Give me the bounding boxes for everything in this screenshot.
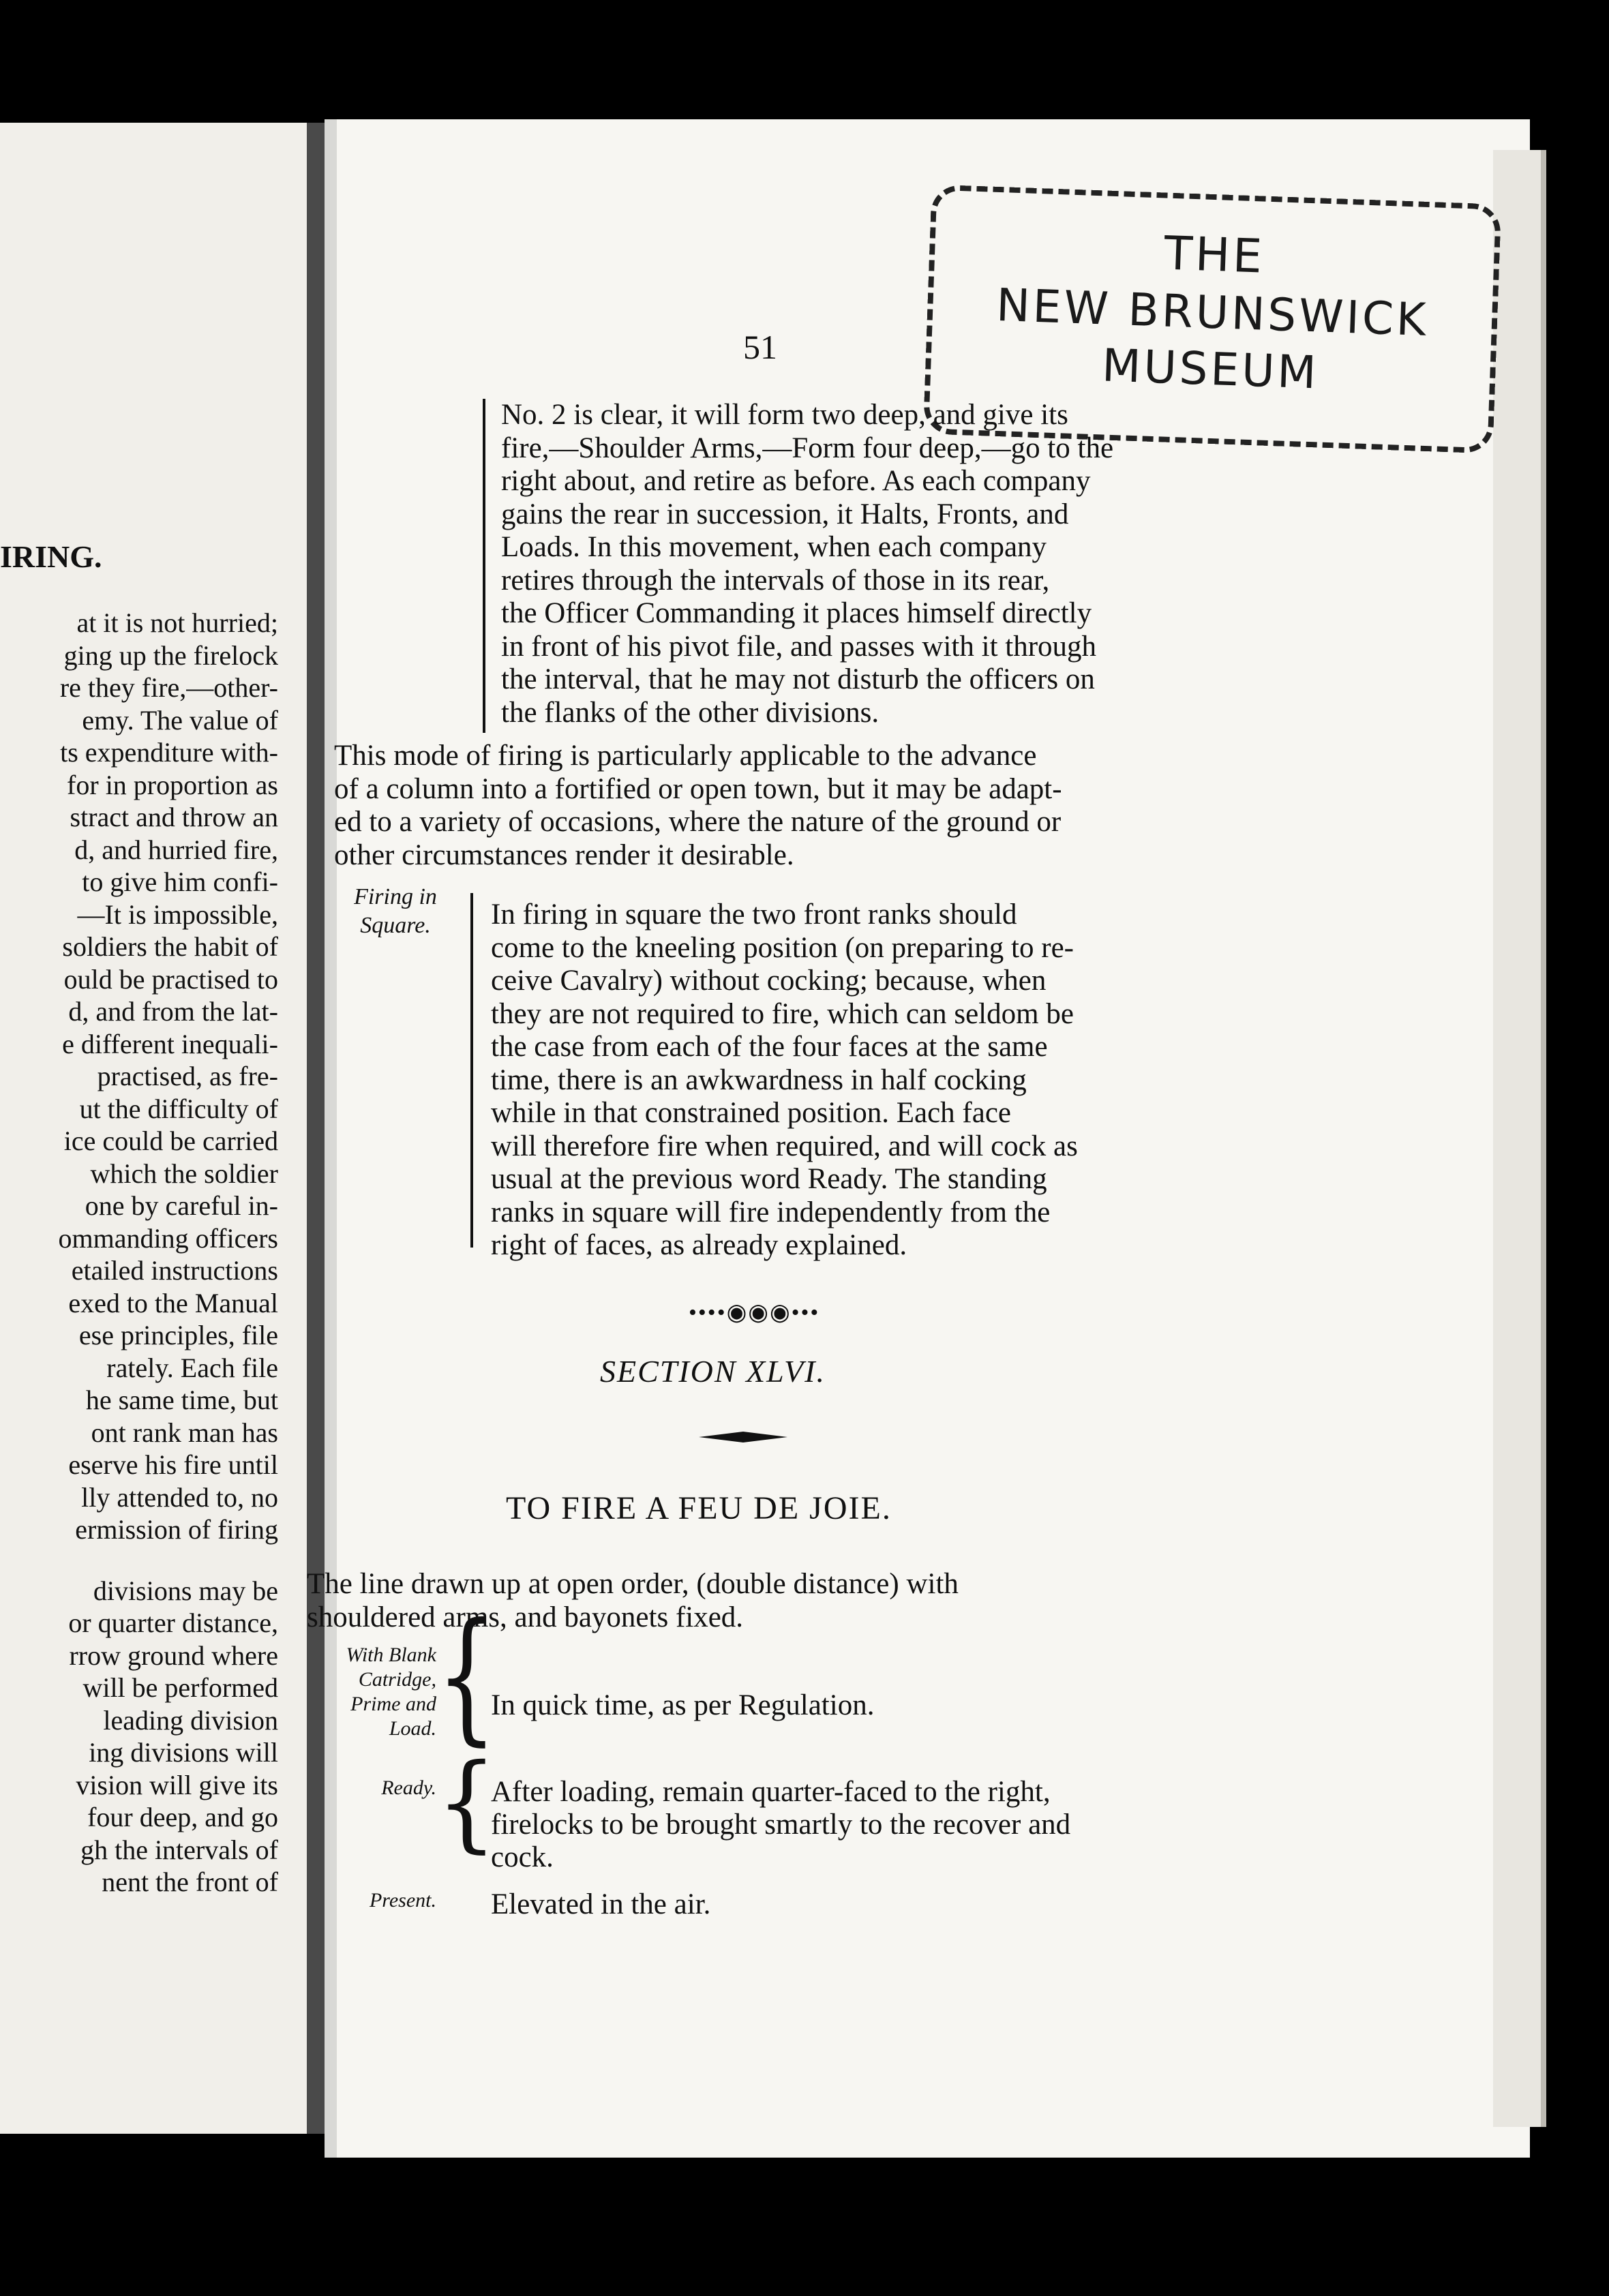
margin-rule-1 bbox=[483, 399, 485, 733]
text-line: Loads. In this movement, when each company bbox=[501, 531, 1047, 563]
text-line: the Officer Commanding it places himself directly bbox=[501, 597, 1092, 629]
left-text-line: practised, as fre- bbox=[97, 1061, 278, 1091]
command-label-line: Prime and bbox=[350, 1693, 436, 1715]
text-line: come to the kneeling position (on preparing to re- bbox=[491, 931, 1074, 964]
command-label bbox=[286, 1888, 436, 1913]
left-text-line: which the soldier bbox=[90, 1158, 278, 1189]
text-line: ceive Cavalry) without cocking; because, when bbox=[491, 965, 1047, 997]
command-text-line: cock. bbox=[491, 1841, 554, 1873]
text-line: the interval, that he may not disturb the officers on bbox=[501, 663, 1095, 695]
ornament-divider: ••••◉◉◉••• bbox=[689, 1300, 820, 1325]
margin-note-firing-in-square bbox=[341, 883, 450, 940]
left-text-line: soldiers the habit of bbox=[62, 931, 278, 962]
left-page-heading: IRING. bbox=[0, 539, 102, 574]
text-line: right about, and retire as before. As each company bbox=[501, 465, 1091, 497]
left-text-line: re they fire,—other- bbox=[59, 672, 278, 703]
left-text-line: e different inequali- bbox=[62, 1028, 278, 1059]
left-text-line: eserve his fire until bbox=[68, 1449, 278, 1480]
text-line: the flanks of the other divisions. bbox=[501, 696, 879, 729]
stamp-line-1: THE bbox=[1163, 226, 1266, 284]
brace-icon: { bbox=[436, 1593, 498, 1760]
left-text-line: d, and hurried fire, bbox=[74, 834, 278, 865]
command-label-line: With Blank bbox=[346, 1644, 436, 1666]
left-text-line: vision will give its bbox=[76, 1769, 278, 1800]
margin-rule-2 bbox=[470, 893, 473, 1248]
text-line: No. 2 is clear, it will form two deep, and give its bbox=[501, 399, 1068, 431]
left-text-line: etailed instructions bbox=[71, 1255, 278, 1286]
left-text-line: ging up the firelock bbox=[63, 639, 278, 671]
left-text-line: emy. The value of bbox=[82, 704, 278, 736]
command-text bbox=[491, 1888, 1173, 1921]
left-text-line: stract and throw an bbox=[70, 802, 278, 832]
stamp-line-2: NEW BRUNSWICK bbox=[995, 278, 1430, 347]
text-line: retires through the intervals of those in its rear, bbox=[501, 564, 1050, 596]
text-line: while in that constrained position. Each face bbox=[491, 1097, 1011, 1129]
command-text-line: Elevated in the air. bbox=[491, 1888, 711, 1920]
ornament-rule bbox=[699, 1432, 787, 1442]
left-text-line: ommanding officers bbox=[58, 1222, 278, 1254]
command-label-line: Present. bbox=[369, 1889, 436, 1912]
left-text-line: for in proportion as bbox=[67, 769, 278, 800]
text-line: fire,—Shoulder Arms,—Form four deep,—go to the bbox=[501, 432, 1114, 464]
left-text-line: ont rank man has bbox=[91, 1417, 278, 1448]
paragraph-retire bbox=[501, 399, 1183, 729]
text-line: The line drawn up at open order, (double distance) with bbox=[307, 1568, 959, 1600]
brace-icon: { bbox=[436, 1741, 498, 1864]
left-text-line: or quarter distance, bbox=[68, 1607, 278, 1638]
section-heading: TO FIRE A FEU DE JOIE. bbox=[506, 1490, 892, 1526]
command-text-line: After loading, remain quarter-faced to the right, bbox=[491, 1776, 1051, 1808]
command-text-line: firelocks to be brought smartly to the recover and bbox=[491, 1809, 1071, 1841]
command-label bbox=[286, 1776, 436, 1800]
left-text-line: one by careful in- bbox=[85, 1190, 278, 1221]
left-text-line: gh the intervals of bbox=[80, 1834, 278, 1865]
left-text-line: divisions may be bbox=[93, 1575, 278, 1606]
left-text-line: four deep, and go bbox=[87, 1802, 278, 1832]
left-text-line: nent the front of bbox=[102, 1867, 278, 1897]
left-text-line: lly attended to, no bbox=[81, 1481, 278, 1513]
left-text-line: —It is impossible, bbox=[77, 898, 278, 930]
text-line: time, there is an awkwardness in half cocking bbox=[491, 1063, 1027, 1096]
left-text-line: will be performed bbox=[82, 1672, 278, 1703]
text-line: the case from each of the four faces at the same bbox=[491, 1031, 1048, 1063]
page-edge bbox=[1493, 150, 1546, 2127]
margin-note-line-2: Square. bbox=[360, 913, 431, 938]
left-text-line: to give him confi- bbox=[82, 866, 278, 897]
text-line: they are not required to fire, which can seldom be bbox=[491, 997, 1074, 1030]
text-line: in front of his pivot file, and passes with it through bbox=[501, 630, 1097, 663]
text-line: This mode of firing is particularly applicable to the advance bbox=[334, 740, 1037, 772]
paragraph-mode-of-firing bbox=[334, 740, 1179, 872]
command-label bbox=[286, 1643, 436, 1741]
left-text-line: rrow ground where bbox=[69, 1640, 278, 1671]
left-text-line: ts expenditure with- bbox=[60, 737, 278, 768]
command-label-line: Ready. bbox=[381, 1777, 436, 1799]
page-number: 51 bbox=[743, 328, 777, 366]
left-page bbox=[0, 123, 325, 2134]
text-line: In firing in square the two front ranks should bbox=[491, 898, 1017, 931]
text-line: of a column into a fortified or open town, but it may be adapt- bbox=[334, 772, 1062, 805]
left-text-line: d, and from the lat- bbox=[68, 996, 278, 1027]
text-line: other circumstances render it desirable. bbox=[334, 839, 794, 871]
text-line: shouldered arms, and bayonets fixed. bbox=[307, 1601, 744, 1633]
command-text-line: In quick time, as per Regulation. bbox=[491, 1689, 875, 1721]
paragraph-firing-in-square bbox=[491, 898, 1173, 1263]
section-title: SECTION XLVI. bbox=[600, 1354, 826, 1389]
command-label-line: Catridge, bbox=[358, 1668, 436, 1691]
command-text bbox=[491, 1689, 1173, 1722]
left-text-line: ut the difficulty of bbox=[79, 1093, 278, 1124]
text-line: right of faces, as already explained. bbox=[491, 1229, 907, 1261]
left-text-line: he same time, but bbox=[85, 1385, 278, 1415]
left-text-line: leading division bbox=[103, 1704, 278, 1736]
text-line: will therefore fire when required, and will cock as bbox=[491, 1130, 1078, 1162]
text-line: ed to a variety of occasions, where the nature of the ground or bbox=[334, 806, 1062, 838]
margin-note-line-1: Firing in bbox=[354, 884, 437, 909]
left-text-line: rately. Each file bbox=[106, 1352, 278, 1383]
left-text-line: ould be practised to bbox=[63, 963, 278, 995]
left-text-line: ese principles, file bbox=[78, 1320, 278, 1350]
command-text bbox=[491, 1776, 1173, 1874]
paragraph-intro bbox=[307, 1568, 1159, 1634]
left-text-line: ice could be carried bbox=[63, 1126, 278, 1156]
left-text-line: ermission of firing bbox=[75, 1514, 278, 1545]
left-text-line: ing divisions will bbox=[89, 1737, 278, 1768]
left-text-line: exed to the Manual bbox=[68, 1287, 278, 1318]
command-label-line: Load. bbox=[389, 1717, 436, 1740]
text-line: usual at the previous word Ready. The standing bbox=[491, 1163, 1047, 1195]
stamp-line-3: MUSEUM bbox=[1101, 339, 1320, 399]
left-text-line: at it is not hurried; bbox=[76, 607, 278, 638]
text-line: ranks in square will fire independently from the bbox=[491, 1196, 1051, 1228]
text-line: gains the rear in succession, it Halts, Fronts, and bbox=[501, 498, 1069, 530]
